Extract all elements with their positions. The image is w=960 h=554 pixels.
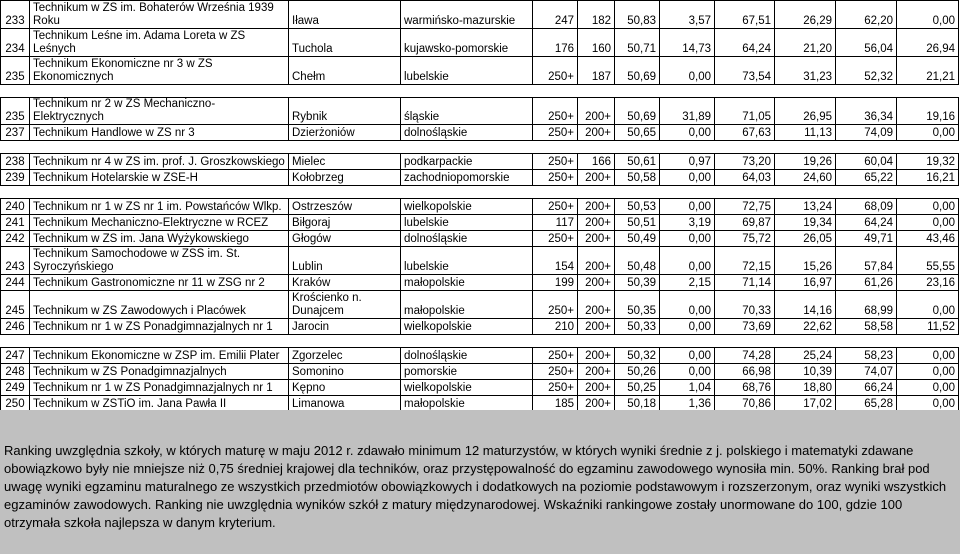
cell-region: wielkopolskie <box>401 380 533 396</box>
cell-p1: 250+ <box>533 348 578 364</box>
cell-c: 15,26 <box>775 247 836 275</box>
cell-d: 49,71 <box>836 231 897 247</box>
cell-a: 3,19 <box>660 215 715 231</box>
cell-s: 50,33 <box>615 319 660 335</box>
cell-a: 0,00 <box>660 247 715 275</box>
table-row <box>1 170 959 186</box>
cell-d: 68,99 <box>836 291 897 319</box>
cell-e: 0,00 <box>897 125 959 141</box>
cell-city: Mielec <box>289 154 401 170</box>
cell-p2: 182 <box>578 1 615 29</box>
cell-region: kujawsko-pomorskie <box>401 29 533 57</box>
cell-c: 16,97 <box>775 275 836 291</box>
cell-city: Tuchola <box>289 29 401 57</box>
cell-a: 0,00 <box>660 291 715 319</box>
cell-e: 16,21 <box>897 170 959 186</box>
cell-lp: 244 <box>1 275 30 291</box>
cell-city: Chełm <box>289 57 401 85</box>
cell-b: 73,69 <box>715 319 775 335</box>
cell-s: 50,71 <box>615 29 660 57</box>
table-row <box>1 215 959 231</box>
cell-p1: 247 <box>533 1 578 29</box>
cell-d: 68,09 <box>836 199 897 215</box>
cell-c: 24,60 <box>775 170 836 186</box>
cell-s: 50,58 <box>615 170 660 186</box>
cell-city: Lublin <box>289 247 401 275</box>
cell-region: podkarpackie <box>401 154 533 170</box>
cell-region: zachodniopomorskie <box>401 170 533 186</box>
cell-b: 74,28 <box>715 348 775 364</box>
table-row <box>1 199 959 215</box>
cell-lp: 237 <box>1 125 30 141</box>
cell-e: 0,00 <box>897 291 959 319</box>
cell-s: 50,65 <box>615 125 660 141</box>
cell-region: wielkopolskie <box>401 319 533 335</box>
cell-p1: 210 <box>533 319 578 335</box>
cell-c: 10,39 <box>775 364 836 380</box>
cell-s: 50,48 <box>615 247 660 275</box>
cell-city: Kraków <box>289 275 401 291</box>
cell-d: 57,84 <box>836 247 897 275</box>
cell-p2: 200+ <box>578 380 615 396</box>
cell-lp: 250 <box>1 396 30 412</box>
cell-city: Biłgoraj <box>289 215 401 231</box>
cell-e: 0,00 <box>897 364 959 380</box>
cell-d: 52,32 <box>836 57 897 85</box>
cell-e: 23,16 <box>897 275 959 291</box>
cell-e: 0,00 <box>897 199 959 215</box>
cell-city: Zgorzelec <box>289 348 401 364</box>
cell-b: 73,20 <box>715 154 775 170</box>
cell-d: 65,28 <box>836 396 897 412</box>
cell-p1: 250+ <box>533 199 578 215</box>
table-row <box>1 57 959 85</box>
cell-p1: 250+ <box>533 364 578 380</box>
cell-p1: 250+ <box>533 291 578 319</box>
cell-lp: 242 <box>1 231 30 247</box>
cell-lp: 233 <box>1 1 30 29</box>
cell-s: 50,25 <box>615 380 660 396</box>
cell-p2: 160 <box>578 29 615 57</box>
cell-region: śląskie <box>401 98 533 125</box>
cell-c: 14,16 <box>775 291 836 319</box>
cell-d: 58,23 <box>836 348 897 364</box>
cell-city: Somonino <box>289 364 401 380</box>
cell-c: 18,80 <box>775 380 836 396</box>
cell-p1: 250+ <box>533 125 578 141</box>
cell-p2: 200+ <box>578 319 615 335</box>
cell-school: Technikum Gastronomiczne nr 11 w ZSG nr 2 <box>30 275 289 291</box>
cell-p2: 166 <box>578 154 615 170</box>
cell-b: 71,14 <box>715 275 775 291</box>
cell-school: Technikum w ZS im. Bohaterów Września 1939 Roku <box>30 1 289 29</box>
cell-s: 50,49 <box>615 231 660 247</box>
cell-c: 22,62 <box>775 319 836 335</box>
cell-lp: 235 <box>1 98 30 125</box>
cell-city: Kołobrzeg <box>289 170 401 186</box>
cell-school: Technikum Leśne im. Adama Loreta w ZS Leśnych <box>30 29 289 57</box>
cell-a: 0,00 <box>660 170 715 186</box>
cell-b: 68,76 <box>715 380 775 396</box>
cell-a: 0,00 <box>660 364 715 380</box>
cell-region: pomorskie <box>401 364 533 380</box>
cell-lp: 249 <box>1 380 30 396</box>
cell-a: 0,97 <box>660 154 715 170</box>
cell-region: dolnośląskie <box>401 348 533 364</box>
cell-e: 0,00 <box>897 396 959 412</box>
cell-e: 43,46 <box>897 231 959 247</box>
cell-e: 0,00 <box>897 1 959 29</box>
cell-a: 1,04 <box>660 380 715 396</box>
cell-d: 66,24 <box>836 380 897 396</box>
cell-lp: 246 <box>1 319 30 335</box>
cell-s: 50,69 <box>615 98 660 125</box>
cell-s: 50,69 <box>615 57 660 85</box>
cell-e: 19,32 <box>897 154 959 170</box>
cell-school: Technikum w ZSTiO im. Jana Pawła II <box>30 396 289 412</box>
cell-a: 14,73 <box>660 29 715 57</box>
cell-school: Technikum Samochodowe w ZSS im. St. Syroczyńskiego <box>30 247 289 275</box>
cell-region: lubelskie <box>401 57 533 85</box>
table-row <box>1 364 959 380</box>
cell-d: 36,34 <box>836 98 897 125</box>
cell-a: 0,00 <box>660 348 715 364</box>
cell-c: 19,34 <box>775 215 836 231</box>
cell-d: 74,09 <box>836 125 897 141</box>
cell-c: 11,13 <box>775 125 836 141</box>
cell-lp: 243 <box>1 247 30 275</box>
cell-b: 64,03 <box>715 170 775 186</box>
cell-p2: 200+ <box>578 170 615 186</box>
cell-s: 50,61 <box>615 154 660 170</box>
cell-p1: 250+ <box>533 380 578 396</box>
cell-c: 21,20 <box>775 29 836 57</box>
cell-city: Krościenko n. Dunajcem <box>289 291 401 319</box>
cell-school: Technikum w ZS Zawodowych i Placówek <box>30 291 289 319</box>
cell-e: 11,52 <box>897 319 959 335</box>
cell-school: Technikum nr 1 w ZS Ponadgimnazjalnych nr 1 <box>30 319 289 335</box>
cell-p2: 200+ <box>578 215 615 231</box>
cell-d: 62,20 <box>836 1 897 29</box>
cell-s: 50,32 <box>615 348 660 364</box>
cell-c: 17,02 <box>775 396 836 412</box>
table-row <box>1 29 959 57</box>
cell-c: 13,24 <box>775 199 836 215</box>
cell-lp: 239 <box>1 170 30 186</box>
cell-region: dolnośląskie <box>401 125 533 141</box>
cell-p2: 200+ <box>578 364 615 380</box>
cell-city: Jarocin <box>289 319 401 335</box>
table-row <box>1 319 959 335</box>
table-row <box>1 291 959 319</box>
cell-region: wielkopolskie <box>401 199 533 215</box>
cell-a: 31,89 <box>660 98 715 125</box>
cell-school: Technikum Hotelarskie w ZSE-H <box>30 170 289 186</box>
cell-e: 21,21 <box>897 57 959 85</box>
cell-region: małopolskie <box>401 396 533 412</box>
cell-c: 31,23 <box>775 57 836 85</box>
cell-s: 50,35 <box>615 291 660 319</box>
cell-city: Głogów <box>289 231 401 247</box>
cell-school: Technikum w ZS im. Jana Wyżykowskiego <box>30 231 289 247</box>
cell-a: 0,00 <box>660 57 715 85</box>
cell-d: 61,26 <box>836 275 897 291</box>
cell-a: 0,00 <box>660 199 715 215</box>
cell-lp: 238 <box>1 154 30 170</box>
cell-d: 60,04 <box>836 154 897 170</box>
cell-p2: 200+ <box>578 291 615 319</box>
cell-p2: 200+ <box>578 348 615 364</box>
footnote-text: Ranking uwzględnia szkoły, w których maturę w maju 2012 r. zdawało minimum 12 maturzystów, w których wyniki średnie z j. polskiego i matematyki zdawane obowiązkowo były nie mniejsze niż 0,75 średniej krajowej dla techników, oraz przystępowalność do egzaminu zawodowego wynosiła min. 50%. Ranking brał pod uwagę wyniki egzaminu maturalnego ze wszystkich przedmiotów obowiązkowych i dodatkowych na poziomie podstawowym i rozszerzonym, oraz wyniki wszystkich egzaminów zawodowych. Ranking nie uwzględnia wyników szkół z matury międzynarodowej. Wskaźniki rankingowe zostały unormowane do 100, gdzie 100 otrzymała szkoła najlepsza w danym kryterium. <box>4 443 947 530</box>
cell-p2: 200+ <box>578 125 615 141</box>
cell-s: 50,51 <box>615 215 660 231</box>
cell-d: 64,24 <box>836 215 897 231</box>
cell-p1: 185 <box>533 396 578 412</box>
cell-c: 19,26 <box>775 154 836 170</box>
cell-region: dolnośląskie <box>401 231 533 247</box>
footnote-box <box>0 410 960 554</box>
cell-s: 50,53 <box>615 199 660 215</box>
cell-e: 0,00 <box>897 348 959 364</box>
cell-b: 72,75 <box>715 199 775 215</box>
cell-region: lubelskie <box>401 247 533 275</box>
cell-b: 75,72 <box>715 231 775 247</box>
cell-b: 70,33 <box>715 291 775 319</box>
cell-region: małopolskie <box>401 275 533 291</box>
cell-c: 26,95 <box>775 98 836 125</box>
cell-city: Ostrzeszów <box>289 199 401 215</box>
group-spacer <box>1 335 959 348</box>
table-row <box>1 1 959 29</box>
table-row <box>1 275 959 291</box>
cell-p2: 200+ <box>578 275 615 291</box>
cell-p2: 200+ <box>578 247 615 275</box>
cell-b: 71,05 <box>715 98 775 125</box>
group-spacer <box>1 186 959 199</box>
cell-e: 55,55 <box>897 247 959 275</box>
cell-d: 65,22 <box>836 170 897 186</box>
table-row <box>1 348 959 364</box>
cell-city: Iława <box>289 1 401 29</box>
cell-school: Technikum nr 4 w ZS im. prof. J. Groszkowskiego <box>30 154 289 170</box>
cell-p1: 199 <box>533 275 578 291</box>
cell-d: 56,04 <box>836 29 897 57</box>
cell-p1: 176 <box>533 29 578 57</box>
cell-d: 74,07 <box>836 364 897 380</box>
cell-s: 50,39 <box>615 275 660 291</box>
group-spacer <box>1 85 959 98</box>
cell-s: 50,18 <box>615 396 660 412</box>
cell-s: 50,26 <box>615 364 660 380</box>
cell-c: 26,29 <box>775 1 836 29</box>
cell-school: Technikum nr 1 w ZS nr 1 im. Powstańców Wlkp. <box>30 199 289 215</box>
cell-d: 58,58 <box>836 319 897 335</box>
cell-city: Rybnik <box>289 98 401 125</box>
cell-b: 72,15 <box>715 247 775 275</box>
cell-p1: 250+ <box>533 154 578 170</box>
cell-p2: 200+ <box>578 396 615 412</box>
cell-c: 25,24 <box>775 348 836 364</box>
cell-c: 26,05 <box>775 231 836 247</box>
cell-p2: 187 <box>578 57 615 85</box>
table-row <box>1 231 959 247</box>
cell-school: Technikum Ekonomiczne nr 3 w ZS Ekonomicznych <box>30 57 289 85</box>
cell-a: 0,00 <box>660 125 715 141</box>
cell-s: 50,83 <box>615 1 660 29</box>
group-spacer <box>1 141 959 154</box>
cell-school: Technikum Handlowe w ZS nr 3 <box>30 125 289 141</box>
cell-lp: 234 <box>1 29 30 57</box>
cell-p1: 250+ <box>533 57 578 85</box>
cell-a: 3,57 <box>660 1 715 29</box>
cell-lp: 240 <box>1 199 30 215</box>
cell-b: 73,54 <box>715 57 775 85</box>
cell-b: 69,87 <box>715 215 775 231</box>
cell-city: Kępno <box>289 380 401 396</box>
cell-b: 67,63 <box>715 125 775 141</box>
cell-b: 70,86 <box>715 396 775 412</box>
cell-p1: 154 <box>533 247 578 275</box>
cell-region: lubelskie <box>401 215 533 231</box>
cell-school: Technikum Mechaniczno-Elektryczne w RCEZ <box>30 215 289 231</box>
cell-city: Limanowa <box>289 396 401 412</box>
cell-lp: 247 <box>1 348 30 364</box>
cell-school: Technikum nr 2 w ZS Mechaniczno-Elektrycznych <box>30 98 289 125</box>
table-row <box>1 154 959 170</box>
cell-p1: 117 <box>533 215 578 231</box>
cell-a: 1,36 <box>660 396 715 412</box>
table-row <box>1 125 959 141</box>
cell-school: Technikum nr 1 w ZS Ponadgimnazjalnych nr 1 <box>30 380 289 396</box>
cell-a: 0,00 <box>660 231 715 247</box>
cell-lp: 248 <box>1 364 30 380</box>
table-row <box>1 247 959 275</box>
cell-e: 26,94 <box>897 29 959 57</box>
cell-lp: 245 <box>1 291 30 319</box>
table-row <box>1 98 959 125</box>
cell-b: 67,51 <box>715 1 775 29</box>
cell-p1: 250+ <box>533 170 578 186</box>
cell-region: małopolskie <box>401 291 533 319</box>
cell-p1: 250+ <box>533 98 578 125</box>
cell-e: 0,00 <box>897 380 959 396</box>
cell-p2: 200+ <box>578 98 615 125</box>
cell-e: 19,16 <box>897 98 959 125</box>
cell-lp: 241 <box>1 215 30 231</box>
cell-school: Technikum Ekonomiczne w ZSP im. Emilii Plater <box>30 348 289 364</box>
cell-p1: 250+ <box>533 231 578 247</box>
cell-e: 0,00 <box>897 215 959 231</box>
cell-a: 2,15 <box>660 275 715 291</box>
cell-lp: 235 <box>1 57 30 85</box>
cell-p2: 200+ <box>578 231 615 247</box>
cell-a: 0,00 <box>660 319 715 335</box>
cell-region: warmińsko-mazurskie <box>401 1 533 29</box>
cell-p2: 200+ <box>578 199 615 215</box>
cell-b: 64,24 <box>715 29 775 57</box>
table-row <box>1 380 959 396</box>
cell-city: Dzierżoniów <box>289 125 401 141</box>
cell-b: 66,98 <box>715 364 775 380</box>
cell-school: Technikum w ZS Ponadgimnazjalnych <box>30 364 289 380</box>
